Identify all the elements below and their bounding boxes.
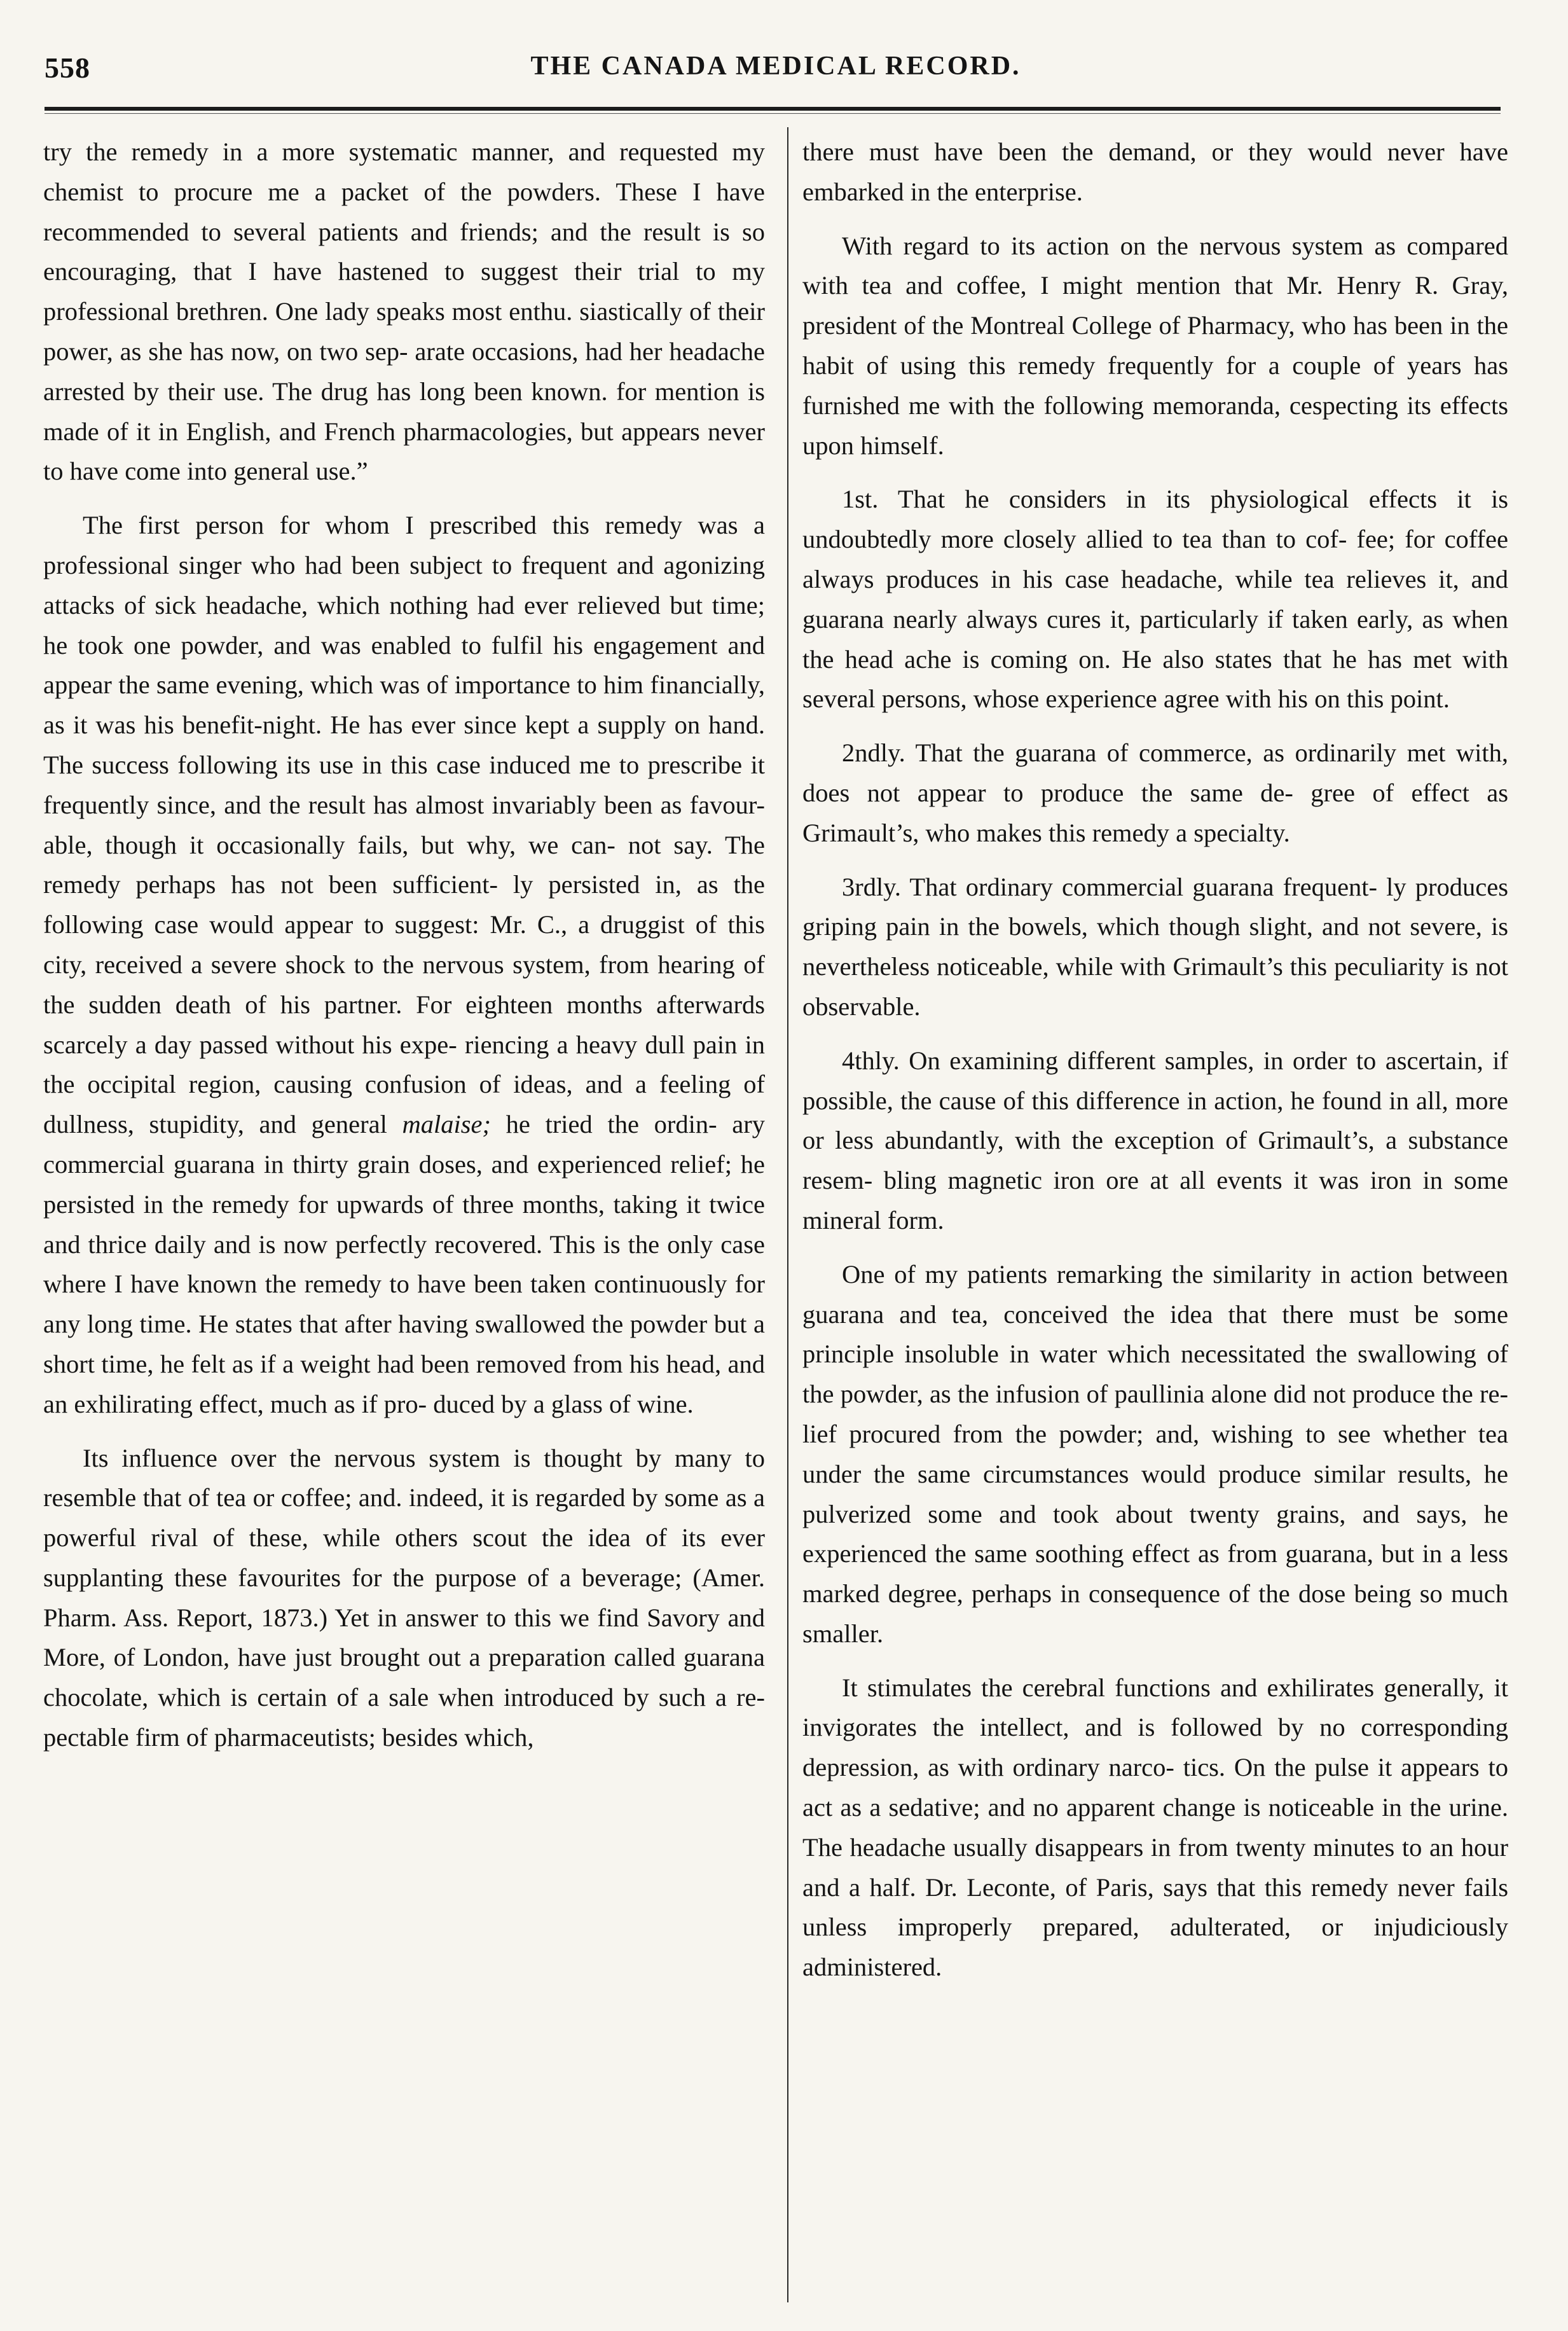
page-header (45, 51, 1507, 95)
right-paragraph-7: One of my patients remarking the similarity in action between guarana and tea, conceived the idea that there must be some principle insoluble in water which necessitated the swallowing of the powder, as the infusion of paullinia alone did not produce the re- lief procured from the powder; and, wishing to see whether tea under the same circumstances would produce similar results, he pulverized some and took about twenty grains, and says, he experienced the same soothing effect as from guarana, but in a less marked degree, perhaps in consequence of the dose being so much smaller. (802, 1259, 1508, 1648)
running-title: THE CANADA MEDICAL RECORD. (530, 52, 1021, 81)
right-paragraph-8: It stimulates the cerebral functions and exhilirates generally, it invigorates the intellect, and is followed by no corresponding depression, as with ordinary narco- tics. On the pulse it appears to act as a sedative; and no apparent change is noticeable in the urine. The headache usually disappears in from twenty minutes to an hour and a half. Dr. Leconte, of Paris, says that this remedy never fails unless improperly prepared, adulterated, or injudiciously administered. (802, 1673, 1508, 1982)
left-paragraph-1: try the remedy in a more systematic manner, and requested my chemist to procure me a packet of the powders. These I have recommended to several patients and friends; and the result is so encouraging, that I have hastened to suggest their trial to my professional brethren. One lady speaks most enthu. siastically of their power, as she has now, on two sep- arate occasions, had her headache arrested by their use. The drug has long been known. for mention is made of it in English, and French pharmacologies, but appears never to have come into general use.” (43, 137, 765, 486)
right-paragraph-3: 1st. That he considers in its physiological effects it is undoubtedly more closely allied to tea than to cof- fee; for coffee always produces in his case headache, while tea relieves it, and guarana nearly always cures it, particularly if taken early, as when the head ache is coming on. He also states that he has met with several persons, whose experience agree with his on this point. (802, 485, 1508, 714)
right-column (802, 132, 1508, 2002)
right-paragraph-1: there must have been the demand, or they would never have embarked in the enterprise. (802, 137, 1508, 206)
left-column (43, 132, 765, 1772)
right-paragraph-4: 2ndly. That the guarana of commerce, as ordinarily met with, does not appear to produce the same de- gree of effect as Grimault’s, who makes this remedy a specialty. (802, 738, 1508, 847)
page-number: 558 (45, 52, 90, 84)
left-paragraph-2-text-a: The first person for whom I prescribed this remedy was a professional singer who had been subject to frequent and agonizing attacks of sick headache, which nothing had ever relieved but time; he took one powder, and was enabled to fulfil his engagement and appear the same evening, which was of importance to him financially, as it was his benefit-night. He has ever since kept a supply on hand. The success following its use in this case induced me to prescribe it frequently since, and the result has almost invariably been as favour- able, though it occasionally fails, but why, we can- not say. The remedy perhaps has not been sufficient- ly persisted in, as the following case would appear to suggest: Mr. C., a druggist of this city, received a severe shock to the nervous system, from hearing of the sudden death of his partner. For eighteen months afterwards scarcely a day passed without his expe- riencing a heavy dull pain in the occipital region, causing confusion of ideas, and a feeling of dullness, stupidity, and general (43, 511, 765, 1139)
right-paragraph-2: With regard to its action on the nervous system as compared with tea and coffee, I might mention that Mr. Henry R. Gray, president of the Montreal College of Pharmacy, who has been in the habit of using this remedy frequently for a couple of years has furnished me with the following memoranda, cespecting its effects upon himself. (802, 231, 1508, 460)
left-paragraph-3: Its influence over the nervous system is thought by many to resemble that of tea or coffee; and. indeed, it is regarded by some as a powerful rival of these, while others scout the idea of its ever supplanting these favourites for the purpose of a beverage; (Amer. Pharm. Ass. Report, 1873.) Yet in answer to this we find Savory and More, of London, have just brought out a preparation called guarana chocolate, which is certain of a sale when introduced by such a re-pectable firm of pharmaceutists; besides which, (43, 1443, 765, 1752)
header-rule (45, 107, 1501, 111)
left-paragraph-2-text-b: he tried the ordin- ary commercial guarana in thirty grain doses, and experienced relief; he persisted in the remedy for upwards of three months, taking it twice and thrice daily and is now perfectly recovered. This is the only case where I have known the remedy to have been taken continuously for any long time. He states that after having swallowed the powder but a short time, he felt as if a weight had been removed from his head, and an exhilirating effect, much as if pro- duced by a glass of wine. (43, 1110, 765, 1418)
left-paragraph-2 (43, 506, 765, 1424)
right-paragraph-5: 3rdly. That ordinary commercial guarana frequent- ly produces griping pain in the bowels, which though slight, and not severe, is nevertheless noticeable, while with Grimault’s this peculiarity is not observable. (802, 872, 1508, 1021)
column-divider (787, 127, 788, 2302)
right-paragraph-6: 4thly. On examining different samples, in order to ascertain, if possible, the cause of this difference in action, he found in all, more or less abundantly, with the exception of Grimault’s, a substance resem- bling magnetic iron ore at all events it was iron in some mineral form. (802, 1046, 1508, 1235)
left-paragraph-2-italic: malaise; (402, 1110, 491, 1139)
header-rule-thin (45, 113, 1501, 114)
